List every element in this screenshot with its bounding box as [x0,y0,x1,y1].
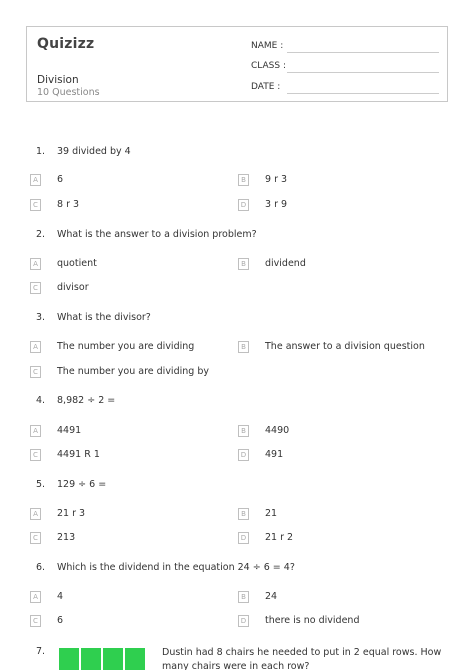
option-text: 24 [265,591,278,602]
option-text: quotient [57,258,97,269]
option-letter-box: A [30,258,41,270]
name-field[interactable] [251,41,283,51]
class-field[interactable] [251,61,286,71]
date-field[interactable] [251,82,280,92]
option-letter-box: C [30,449,41,461]
option-letter-box: D [238,199,249,211]
option-text: 213 [57,532,76,543]
option-text: 4 [57,591,64,602]
quizizz-logo: Quizizz [37,36,95,52]
option-text: 6 [57,174,64,185]
option-letter-box: A [30,425,41,437]
option-text: The number you are dividing by [57,366,209,377]
green-tile [81,648,101,670]
question-text: 129 ÷ 6 = [57,479,107,490]
question-text: 8,982 ÷ 2 = [57,395,116,406]
option-text: 9 r 3 [265,174,288,185]
option-letter-box: A [30,508,41,520]
question-text: 39 divided by 4 [57,146,131,157]
option-letter-box: B [238,591,249,603]
date-line [287,93,439,94]
option-letter-box: B [238,258,249,270]
option-text: 21 [265,508,278,519]
question-number: 1. [36,146,46,157]
option-text: 491 [265,449,284,460]
option-letter-box: C [30,366,41,378]
option-letter-box: C [30,615,41,627]
option-letter-box: C [30,199,41,211]
option-text: 4490 [265,425,290,436]
option-text: there is no dividend [265,615,360,626]
option-letter-box: A [30,174,41,186]
option-letter-box: B [238,425,249,437]
option-text: 21 r 2 [265,532,294,543]
question-number: 5. [36,479,46,490]
option-text: The number you are dividing [57,341,195,352]
green-tile [103,648,123,670]
question-text: What is the answer to a division problem? [57,229,257,240]
question-text: Which is the dividend in the equation 24 ÷ 6 = 4? [57,562,295,573]
question-text: Dustin had 8 chairs he needed to put in 2 equal rows. How many chairs were in each row? [162,647,442,670]
question-number: 4. [36,395,46,406]
class-label: CLASS : [251,61,286,71]
green-tile [125,648,145,670]
class-line [287,72,439,73]
worksheet-header [26,26,448,102]
green-tile [59,648,79,670]
option-text: 3 r 9 [265,199,288,210]
option-text: 6 [57,615,64,626]
option-text: 8 r 3 [57,199,80,210]
question-number: 6. [36,562,46,573]
option-letter-box: B [238,341,249,353]
option-letter-box: B [238,174,249,186]
question-text: What is the divisor? [57,312,151,323]
name-label: NAME : [251,41,284,51]
question-count: 10 Questions [37,87,100,98]
option-letter-box: A [30,341,41,353]
name-line [287,52,439,53]
option-letter-box: D [238,449,249,461]
option-letter-box: C [30,532,41,544]
option-letter-box: D [238,532,249,544]
option-letter-box: C [30,282,41,294]
question-number: 2. [36,229,46,240]
worksheet-title: Division [37,74,79,86]
option-text: 4491 [57,425,82,436]
date-label: DATE : [251,82,281,92]
option-text: The answer to a division question [265,341,425,352]
option-text: 21 r 3 [57,508,86,519]
question-number: 3. [36,312,46,323]
question-number: 7. [36,646,46,657]
option-letter-box: B [238,508,249,520]
option-text: dividend [265,258,306,269]
option-text: divisor [57,282,89,293]
option-text: 4491 R 1 [57,449,100,460]
option-letter-box: A [30,591,41,603]
option-letter-box: D [238,615,249,627]
